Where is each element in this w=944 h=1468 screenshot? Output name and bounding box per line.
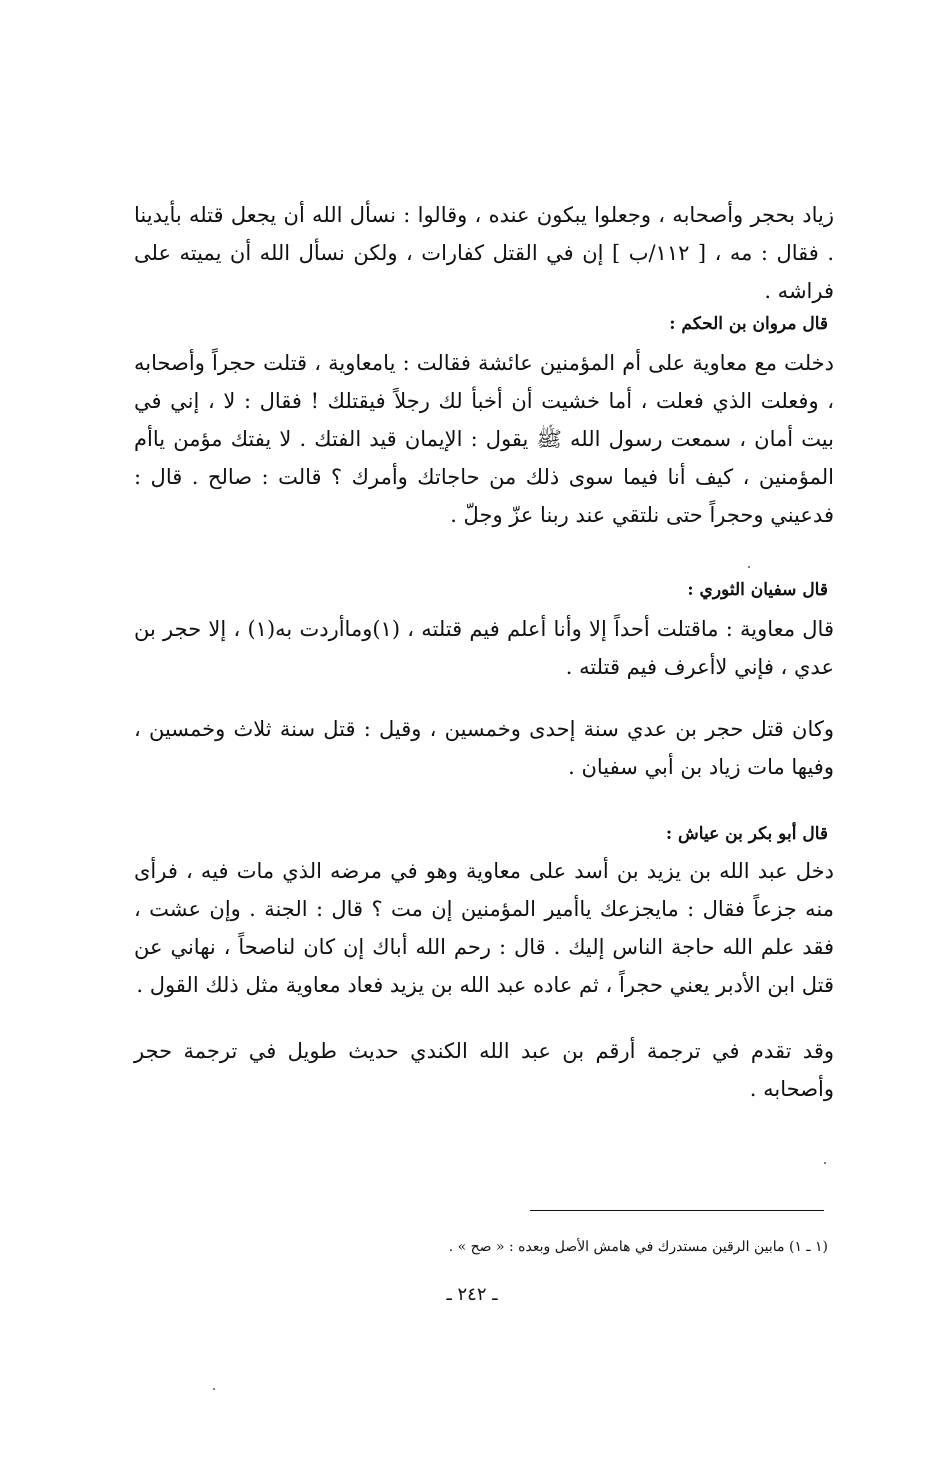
scan-speck (748, 566, 750, 568)
paragraph: قال معاوية : ماقتلت أحداً إلا وأنا أعلم فيم قتلته ، (١)وماأردت به(١) ، إلا حجر بن عدي ، فإني لاأعرف فيم قتلته . (134, 617, 834, 679)
paragraph: دخلت مع معاوية على أم المؤمنين عائشة فقالت : يامعاوية ، قتلت حجراً وأصحابه ، وفعلت الذي فعلت ، أما خشيت أن أخبأ لك رجلاً فيقتلك ! فقال : لا ، إني في بيت أمان ، سمعت رسول الله ﷺ يقول : الإيمان قيد الفتك . لا يفتك مؤمن ياأم المؤمنين ، كيف أنا فيما سوى ذلك من حاجاتك وأمرك ؟ قالت : صالح . قال : فدعيني وحجراً حتى نلتقي عند ربنا عزّ وجلّ . (134, 351, 834, 527)
intro-paragraph-block (134, 196, 834, 310)
section-body-sufyan-2 (134, 710, 834, 786)
footnote: (١ ـ ١) مابين الرقين مستدرك في هامش الأصل وبعده : « صح » . (448, 1239, 828, 1255)
page-number (0, 1282, 944, 1308)
section-body-abubakr-1 (134, 852, 834, 1004)
footnote-divider (530, 1210, 824, 1211)
scan-speck (213, 1388, 215, 1390)
paragraph: دخل عبد الله بن يزيد بن أسد على معاوية وهو في مرضه الذي مات فيه ، فرأى منه جزعاً فقال : مايجزعك ياأمير المؤمنين إن مت ؟ قال : الجنة . وإن عشت ، فقد علم الله حاجة الناس إليك . قال : رحم الله أباك إن كان لناصحاً ، نهاني عن قتل ابن الأدبر يعني حجراً ، ثم عاده عبد الله بن يزيد فعاد معاوية مثل ذلك القول . (134, 859, 834, 997)
paragraph: وكان قتل حجر بن عدي سنة إحدى وخمسين ، وقيل : قتل سنة ثلاث وخمسين ، وفيها مات زياد بن أبي سفيان . (134, 717, 834, 779)
page-number-text: ـ ٢٤٢ ـ (446, 1284, 498, 1305)
section-body-sufyan-1 (134, 610, 834, 686)
section-body-abubakr-2 (134, 1032, 834, 1108)
section-body-marwan (134, 344, 834, 534)
intro-paragraph: زياد بحجر وأصحابه ، وجعلوا يبكون عنده ، وقالوا : نسأل الله أن يجعل قتله بأيدينا . فقال : مه ، [ ١١٢/ب ] إن في القتل كفارات ، ولكن نسأل الله أن يميته على فراشه . (134, 203, 834, 303)
paragraph: وقد تقدم في ترجمة أرقم بن عبد الله الكندي حديث طويل في ترجمة حجر وأصحابه . (134, 1039, 834, 1101)
scan-speck (824, 1162, 826, 1164)
section-heading-marwan: قال مروان بن الحكم : (669, 314, 828, 334)
section-heading-sufyan: قال سفيان الثوري : (687, 580, 828, 600)
section-heading-abubakr: قال أبو بكر بن عياش : (665, 824, 828, 844)
